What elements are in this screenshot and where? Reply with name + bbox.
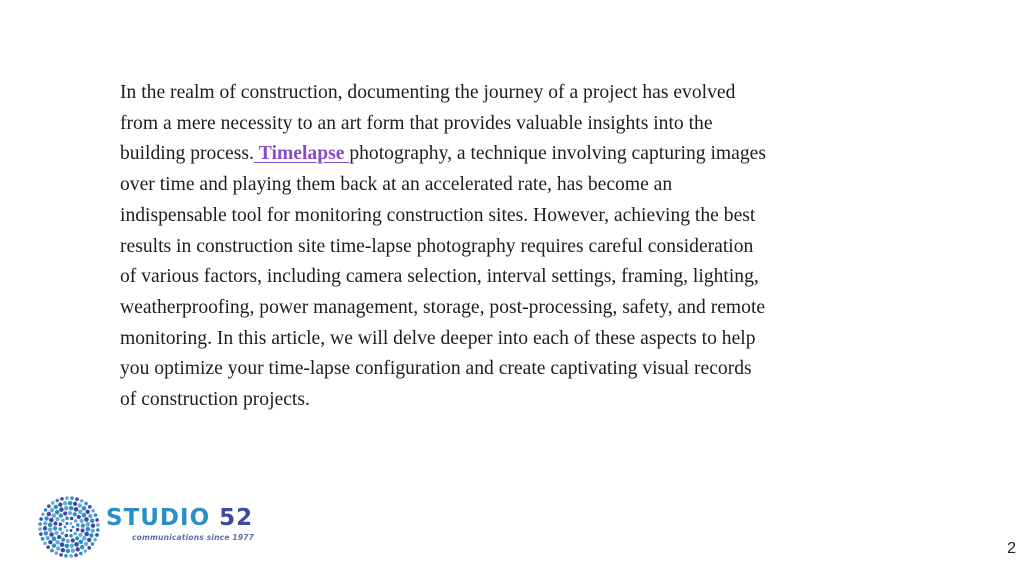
sphere-dot	[46, 545, 50, 549]
sphere-dot	[88, 505, 92, 509]
sphere-dot	[59, 553, 63, 557]
sphere-dot	[91, 528, 95, 532]
sphere-dot	[68, 511, 72, 515]
sphere-dot	[58, 527, 62, 531]
dotted-sphere-icon	[36, 494, 102, 560]
page-number: 2	[1007, 540, 1016, 557]
sphere-dot	[48, 527, 53, 532]
sphere-dot	[69, 543, 74, 548]
sphere-dot	[48, 540, 52, 544]
sphere-dot	[91, 542, 95, 546]
sphere-dot	[75, 497, 79, 501]
sphere-dot	[60, 542, 65, 547]
article-paragraph	[120, 78, 880, 416]
sphere-dot	[73, 532, 77, 536]
sphere-dot	[79, 540, 84, 545]
sphere-dot	[80, 519, 84, 523]
sphere-dot	[56, 546, 60, 550]
sphere-dot	[59, 523, 63, 527]
paragraph-line: monitoring. In this article, we will delve deeper into each of these aspects to help	[120, 327, 756, 349]
sphere-dot	[48, 523, 53, 528]
sphere-dot	[68, 501, 72, 505]
sphere-dot	[74, 553, 78, 557]
sphere-dot	[89, 533, 93, 537]
sphere-dot	[55, 499, 59, 503]
sphere-dot	[57, 535, 61, 539]
sphere-dot	[58, 502, 62, 506]
sphere-dot	[61, 538, 65, 542]
sphere-dot	[44, 531, 48, 535]
sphere-dot	[76, 547, 80, 551]
sphere-dot	[66, 522, 69, 525]
sphere-dot	[85, 510, 89, 514]
sphere-dot	[49, 532, 54, 537]
sphere-dot	[59, 507, 64, 512]
sphere-dot	[87, 538, 91, 542]
sphere-dot	[94, 513, 98, 517]
paragraph-line: of various factors, including camera selection, interval settings, framing, lighting,	[120, 266, 759, 288]
sphere-dot	[60, 497, 64, 501]
sphere-dot	[82, 506, 86, 510]
sphere-dot	[70, 529, 73, 532]
sphere-dot	[90, 518, 94, 522]
sphere-dot	[80, 499, 84, 503]
paragraph-line: from a mere necessity to an art form that provides valuable insights into the	[120, 112, 713, 134]
sphere-dot	[79, 552, 83, 556]
sphere-dot	[85, 522, 90, 527]
paragraph-line: indispensable tool for monitoring construction sites. However, achieving the best	[120, 204, 756, 226]
sphere-dot	[64, 506, 69, 511]
sphere-dot	[74, 542, 79, 547]
sphere-dot	[86, 527, 91, 532]
sphere-dot	[80, 545, 84, 549]
sphere-dot	[78, 503, 82, 507]
sphere-dot	[82, 513, 87, 518]
sphere-dot	[53, 526, 57, 530]
sphere-dot	[65, 496, 69, 500]
sphere-dot	[91, 509, 95, 513]
sphere-dot	[73, 512, 77, 516]
sphere-dot	[95, 518, 99, 522]
sphere-dot	[41, 537, 45, 541]
paragraph-line: over time and playing them back at an accelerated rate, has become an	[120, 174, 673, 196]
sphere-dot	[82, 536, 87, 541]
logo-wordmark	[106, 506, 253, 530]
paragraph-line: of construction projects.	[120, 389, 310, 411]
sphere-dot	[73, 502, 77, 506]
sphere-dot	[55, 540, 60, 545]
sphere-dot	[52, 544, 56, 548]
sphere-dot	[41, 513, 45, 517]
sphere-dot	[64, 554, 68, 558]
sphere-dot	[69, 506, 74, 511]
sphere-dot	[44, 516, 48, 520]
sphere-dot	[83, 549, 87, 553]
sphere-dot	[43, 526, 47, 530]
sphere-dot	[84, 532, 89, 537]
sphere-dot	[65, 534, 69, 538]
sphere-dot	[70, 522, 73, 525]
sphere-dot	[63, 511, 67, 515]
sphere-dot	[55, 510, 60, 515]
sphere-dot	[84, 517, 89, 522]
sphere-dot	[75, 536, 79, 540]
sphere-dot	[96, 523, 100, 527]
sphere-dot	[66, 529, 69, 532]
sphere-dot	[65, 516, 69, 520]
sphere-dot	[91, 523, 95, 527]
sphere-dot	[74, 519, 78, 523]
sphere-dot	[59, 514, 63, 518]
sphere-dot	[61, 548, 65, 552]
sphere-dot	[71, 538, 75, 542]
sphere-dot	[44, 508, 48, 512]
sphere-dot	[49, 518, 54, 523]
sphere-dot	[61, 531, 65, 535]
logo-tagline: communications since 1977	[132, 533, 255, 542]
sphere-dot	[74, 507, 79, 512]
paragraph-line: you optimize your time-lapse configuration and create captivating visual records	[120, 358, 752, 380]
sphere-dot	[47, 504, 51, 508]
sphere-dot	[77, 515, 81, 519]
sphere-dot	[51, 513, 56, 518]
sphere-dot	[69, 554, 73, 558]
paragraph-text: building process.	[120, 143, 254, 165]
sphere-dot	[76, 523, 80, 527]
sphere-dot	[38, 522, 42, 526]
sphere-dot	[71, 548, 75, 552]
sphere-dot	[70, 517, 74, 521]
paragraph-line: results in construction site time-lapse photography requires careful consideration	[120, 235, 754, 257]
paragraph-text: photography, a technique involving capturing images	[349, 143, 766, 165]
sphere-dot	[87, 546, 91, 550]
paragraph-line: In the realm of construction, documenting the journey of a project has evolved	[120, 82, 736, 103]
sphere-dot	[88, 514, 92, 518]
sphere-dot	[69, 534, 73, 538]
sphere-dot	[50, 508, 54, 512]
sphere-dot	[63, 501, 67, 505]
sphere-dot	[95, 533, 99, 537]
sphere-dot	[55, 517, 59, 521]
sphere-dot	[54, 531, 58, 535]
logo-word: STUDIO	[106, 505, 211, 531]
sphere-dot	[52, 537, 57, 542]
sphere-dot	[84, 542, 88, 546]
sphere-dot	[64, 526, 67, 529]
paragraph-line: weatherproofing, power management, storage, post-processing, safety, and remote	[120, 296, 766, 318]
sphere-dot	[39, 532, 43, 536]
sphere-dot	[38, 527, 42, 531]
sphere-dot	[39, 517, 43, 521]
sphere-dot	[43, 541, 47, 545]
sphere-dot	[78, 533, 82, 537]
studio52-logo	[36, 494, 268, 558]
sphere-dot	[80, 528, 84, 532]
sphere-dot	[47, 512, 51, 516]
paragraph-line-with-link	[120, 139, 880, 170]
sphere-dot	[81, 524, 85, 528]
sphere-dot	[53, 521, 57, 525]
sphere-dot	[70, 496, 74, 500]
sphere-dot	[93, 538, 97, 542]
sphere-dot	[76, 528, 80, 532]
sphere-dot	[50, 549, 54, 553]
sphere-dot	[78, 509, 83, 514]
sphere-dot	[66, 539, 70, 543]
sphere-dot	[66, 549, 70, 553]
sphere-dot	[61, 519, 65, 523]
sphere-dot	[43, 521, 47, 525]
sphere-dot	[54, 505, 58, 509]
timelapse-link[interactable]: Timelapse	[258, 143, 345, 165]
sphere-dot	[65, 544, 70, 549]
logo-number: 52	[219, 505, 254, 531]
sphere-dot	[84, 502, 88, 506]
sphere-dot	[55, 551, 59, 555]
sphere-dot	[96, 528, 100, 532]
sphere-dot	[72, 526, 75, 529]
sphere-dot	[45, 536, 49, 540]
sphere-dot	[51, 501, 55, 505]
